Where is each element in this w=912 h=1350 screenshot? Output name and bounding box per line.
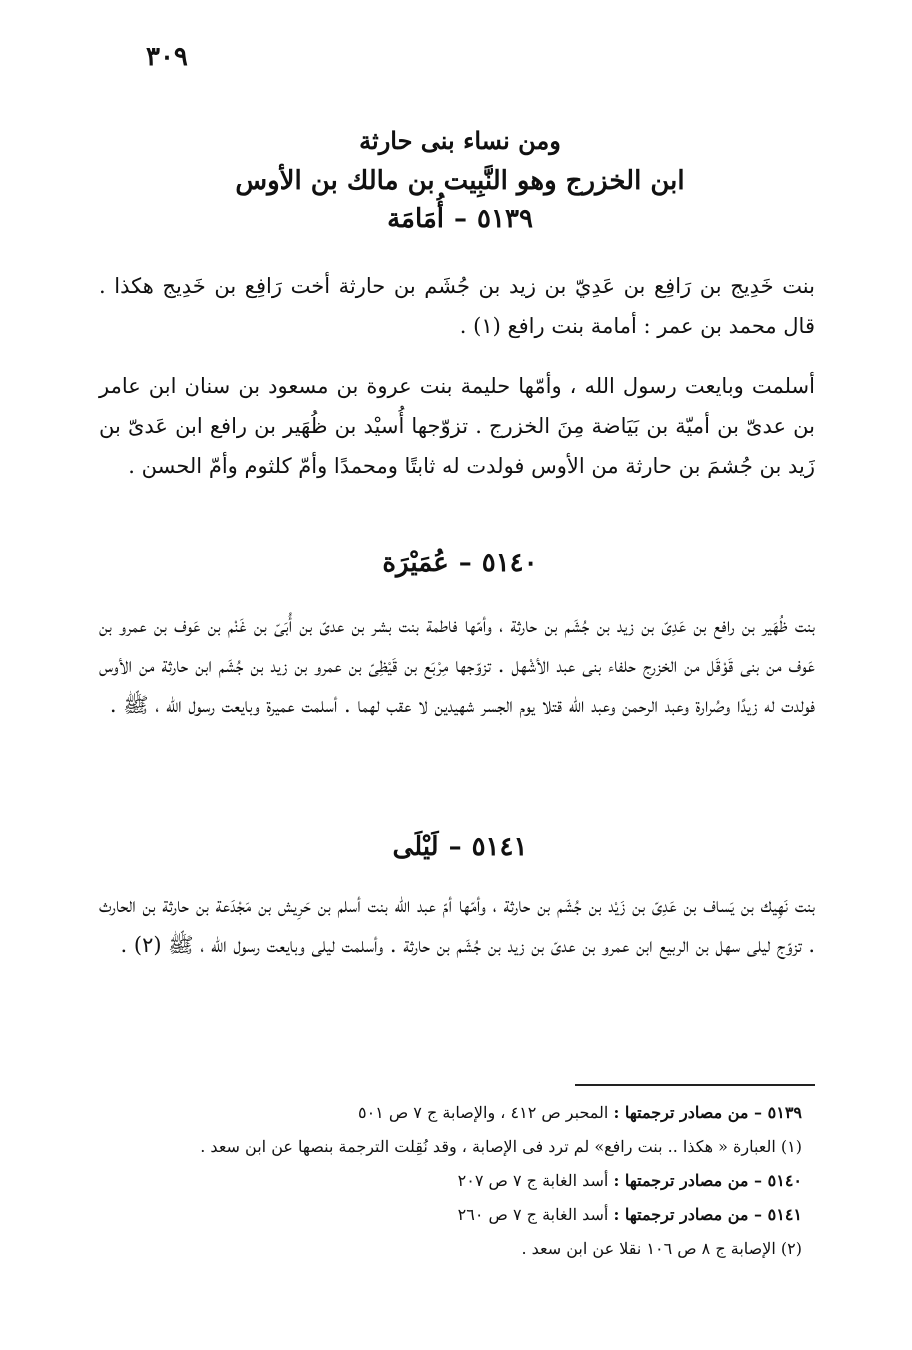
entry-title-5141 (110, 832, 810, 862)
footnote-text: أسد الغابة ج ٧ ص ٢٠٧ (457, 1171, 614, 1190)
entry-5139-paragraph-2: أسلمت وبايعت رسول الله ، وأمّها حليمة بنت عروة بن مسعود بن سنان ابن عامر بن عدىّ بن أميّة بن بَيَاضة مِنَ الخزرج . تزوّجها أُسيْد بن ظُهَير بن رافع ابن عَدىّ بن زَيد بن جُشمَ بن حارثة من الأوس فولدت له ثابتًا ومحمدًا وأمّ كلثوم وأمّ الحسن . (99, 374, 815, 478)
page-number: ٣٠٩ (146, 42, 188, 72)
footnote-source-label: ٥١٤٠ – من مصادر ترجمتها : (613, 1171, 802, 1190)
entry-dash: – (458, 548, 472, 578)
footnote-line (102, 1130, 802, 1164)
entry-5140-paragraph-1: بنت ظُهَير بن رافع بن عَدِىّ بن زيد بن جُشَم بن حارثة ، وأمّها فاطمة بنت بشر بن عدىّ بن أُبَىّ بن غَنْم بن عَوف بن عمرو بن عَوف من بنى قَوْقَل من الخزرج حلفاء بنى عبد الأشْهل . تزوّجها مِرْبَع بن قَيْظِىّ بن عمرو بن زيد بن جُشَم ابن حارثة من الأوس فولدت له زيدًا وصُرارة وعبد الرحمن وعبد الله قتلا يوم الجسر شهيدين لا عقب لهما . أسلمت عميرة وبايعت رسول الله ، ﷺ . (99, 613, 815, 717)
footnote-line (102, 1164, 802, 1198)
footnote-source-label: ٥١٣٩ – من مصادر ترجمتها : (613, 1103, 802, 1122)
footnote-line (102, 1198, 802, 1232)
footnote-line (102, 1096, 802, 1130)
footnote-source-label: ٥١٤١ – من مصادر ترجمتها : (613, 1205, 802, 1224)
entry-name: أُمَامَة (387, 204, 445, 234)
footnote-text: (٢) الإصابة ج ٨ ص ١٠٦ نقلا عن ابن سعد . (521, 1239, 802, 1258)
entry-name: عُمَيْرَة (382, 548, 449, 578)
footnote-text: أسد الغابة ج ٧ ص ٢٦٠ (457, 1205, 614, 1224)
entry-dash: – (448, 832, 462, 862)
section-heading-line1: ومن نساء بنى حارثة (359, 126, 561, 155)
entry-5139-paragraph-1: بنت خَدِيج بن رَافِع بن عَدِيّ بن زيد بن جُشَم بن حارثة أخت رَافِع بن خَدِيج هكذا . قال محمد بن عمر : أمامة بنت رافع (١) . (99, 274, 815, 338)
footnote-line (102, 1232, 802, 1266)
footnote-divider (575, 1084, 815, 1086)
entry-5141-paragraph-1: بنت نَهِيك بن يَساف بن عَدِىّ بن زَيْد بن جُشَم بن حارثة ، وأمّها أمّ عبد الله بنت أسلم بن حَرِيش بن مَجْدَعة بن حارثة بن الحارث . تزوّج ليلى سهل بن الربيع ابن عمرو بن عدىّ بن زيد بن جُشَم بن حارثة . وأسلمت ليلى وبايعت رسول الله ، ﷺ (٢) . (99, 893, 815, 957)
section-heading-line2: ابن الخزرج وهو النَّبِيت بن مالك بن الأوس (235, 166, 685, 196)
footnote-text: (١) العبارة « هكذا .. بنت رافع» لم ترد فى الإصابة ، وقد نُقِلت الترجمة بنصها عن ابن سعد . (200, 1137, 802, 1156)
entry-name: لَيْلَى (392, 832, 439, 862)
entry-number: ٥١٤١ (471, 832, 528, 862)
entry-number: ٥١٤٠ (481, 548, 538, 578)
entry-number: ٥١٣٩ (477, 204, 533, 234)
footnotes (102, 1096, 802, 1266)
footnote-text: المحبر ص ٤١٢ ، والإصابة ج ٧ ص ٥٠١ (357, 1103, 614, 1122)
entry-title-5140 (110, 548, 810, 578)
entry-dash: – (454, 204, 468, 234)
entry-title-5139 (110, 204, 810, 234)
